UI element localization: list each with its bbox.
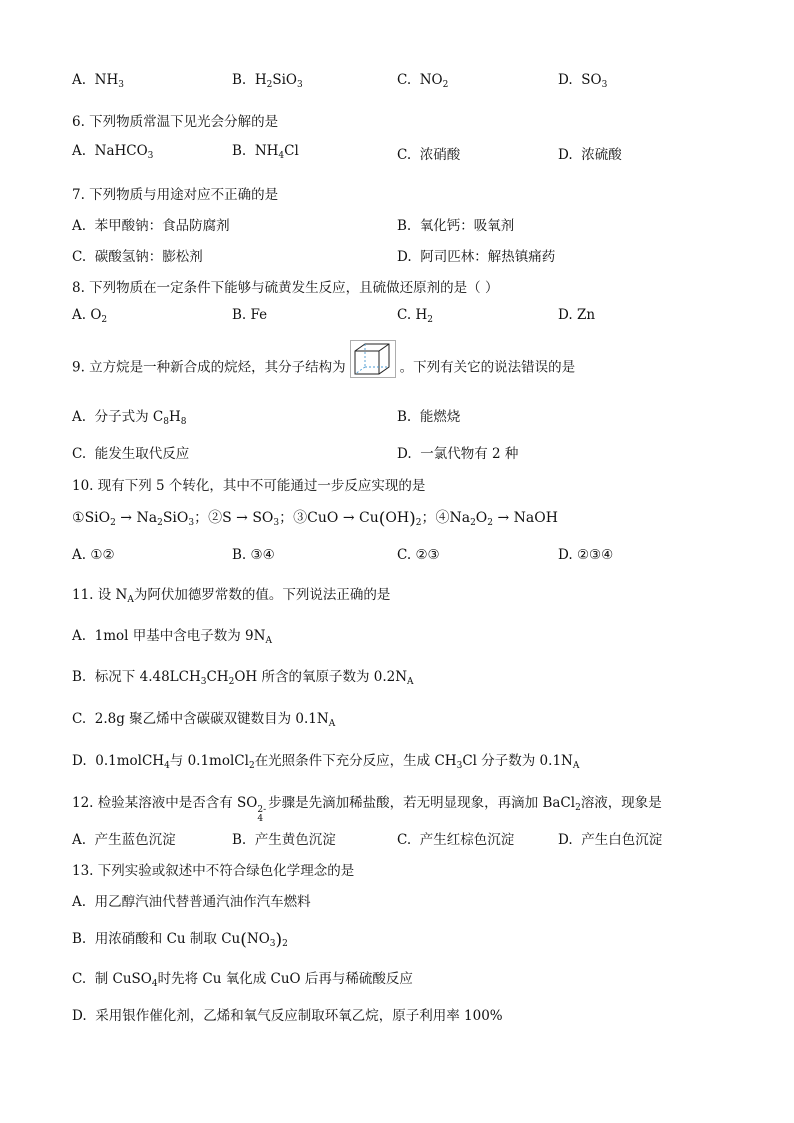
q9-option-d: D. 一氯代物有 2 种 [397,446,519,462]
q5-option-b: B. $H_2SiO_3$ [232,72,303,90]
q12-option-c: C. 产生红棕色沉淀 [397,832,515,848]
q8-option-b: B. Fe [232,307,268,323]
q6-option-d: D. 浓硫酸 [558,147,622,163]
q13-stem: 13. 下列实验或叙述中不符合绿色化学理念的是 [72,863,355,879]
q5-option-c: C. $NO_2$ [397,72,449,90]
q13-option-a: A. 用乙醇汽油代替普通汽油作汽车燃料 [72,894,311,910]
q7-option-c: C. 碳酸氢钠：膨松剂 [72,249,203,265]
q10-option-b: B. ③④ [232,547,275,563]
q11-option-a: A. 1mol 甲基中含电子数为 $9N_A$ [72,628,272,646]
q9-option-b: B. 能燃烧 [397,409,461,425]
q13-option-d: D. 采用银作催化剂，乙烯和氧气反应制取环氧乙烷，原子利用率 100% [72,1008,503,1024]
q7-option-a: A. 苯甲酸钠：食品防腐剂 [72,218,230,234]
q8-option-a: A. $O_2$ [72,307,108,325]
q10-option-a: A. ①② [72,547,115,563]
q7-option-b: B. 氧化钙：吸氧剂 [397,218,515,234]
q6-option-b: B. $NH_4Cl$ [232,143,299,161]
q5-option-d: D. $SO_3$ [558,72,608,90]
q6-option-c: C. 浓硝酸 [397,147,461,163]
q11-option-d: D. 0.1molCH$_4$与 0.1molCl$_2$在光照条件下充分反应，生成 $CH_3Cl$ 分子数为 $0.1N_A$ [72,753,580,771]
q8-stem: 8. 下列物质在一定条件下能够与硫黄发生反应，且硫做还原剂的是（ ） [72,280,499,296]
q10-conversions: ①SiO$_2$ → $Na_2SiO_3$；②S → $SO_3$；③CuO → $Cu(OH)_2$；$④Na_2O_2$ → NaOH [72,509,558,529]
q9-stem [72,340,575,396]
q8-option-c: C. $H_2$ [397,307,433,325]
q7-option-d: D. 阿司匹林：解热镇痛药 [397,249,556,265]
q8-option-d: D. Zn [558,307,596,323]
q13-option-b: B. 用浓硝酸和 Cu 制取 $Cu(NO_3)_2$ [72,930,288,950]
q11-option-c: C. 2.8g 聚乙烯中含碳碳双键数目为 $0.1N_A$ [72,711,336,729]
q10-stem: 10. 现有下列 5 个转化，其中不可能通过一步反应实现的是 [72,478,426,494]
q9-stem-text: 9. 立方烷是一种新合成的烷烃，其分子结构为 [72,359,346,376]
q5-option-a: A. $NH_3$ [72,72,124,90]
q6-stem: 6. 下列物质常温下见光会分解的是 [72,114,279,130]
q10-option-c: C. ②③ [397,547,440,563]
q9-option-a: A. 分子式为 $C_8H_8$ [72,409,187,427]
q12-option-d: D. 产生白色沉淀 [558,832,663,848]
q9-option-c: C. 能发生取代反应 [72,446,190,462]
q12-option-a: A. 产生蓝色沉淀 [72,832,176,848]
q12-stem: 12. 检验某溶液中是否含有 SO 2- 4 步骤是先滴加稀盐酸，若无明显现象，再滴加 BaCl$_2$溶液，现象是 [72,795,662,824]
q11-option-b: B. 标况下 $4.48LCH_3CH_2OH$ 所含的氧原子数为 $0.2N_A$ [72,669,414,687]
q7-stem: 7. 下列物质与用途对应不正确的是 [72,187,279,203]
q9-stem-tail: 。下列有关它的说法错误的是 [399,359,576,376]
q11-stem: 11. 设 $N_A$为阿伏加德罗常数的值。下列说法正确的是 [72,587,391,605]
q12-option-b: B. 产生黄色沉淀 [232,832,336,848]
cube-structure-image [350,340,396,396]
q6-option-a: A. NaHCO$_3$ [72,143,154,161]
q13-option-c: C. 制 CuSO$_4$时先将 Cu 氧化成 CuO 后再与稀硫酸反应 [72,971,413,989]
q10-option-d: D. ②③④ [558,547,614,563]
